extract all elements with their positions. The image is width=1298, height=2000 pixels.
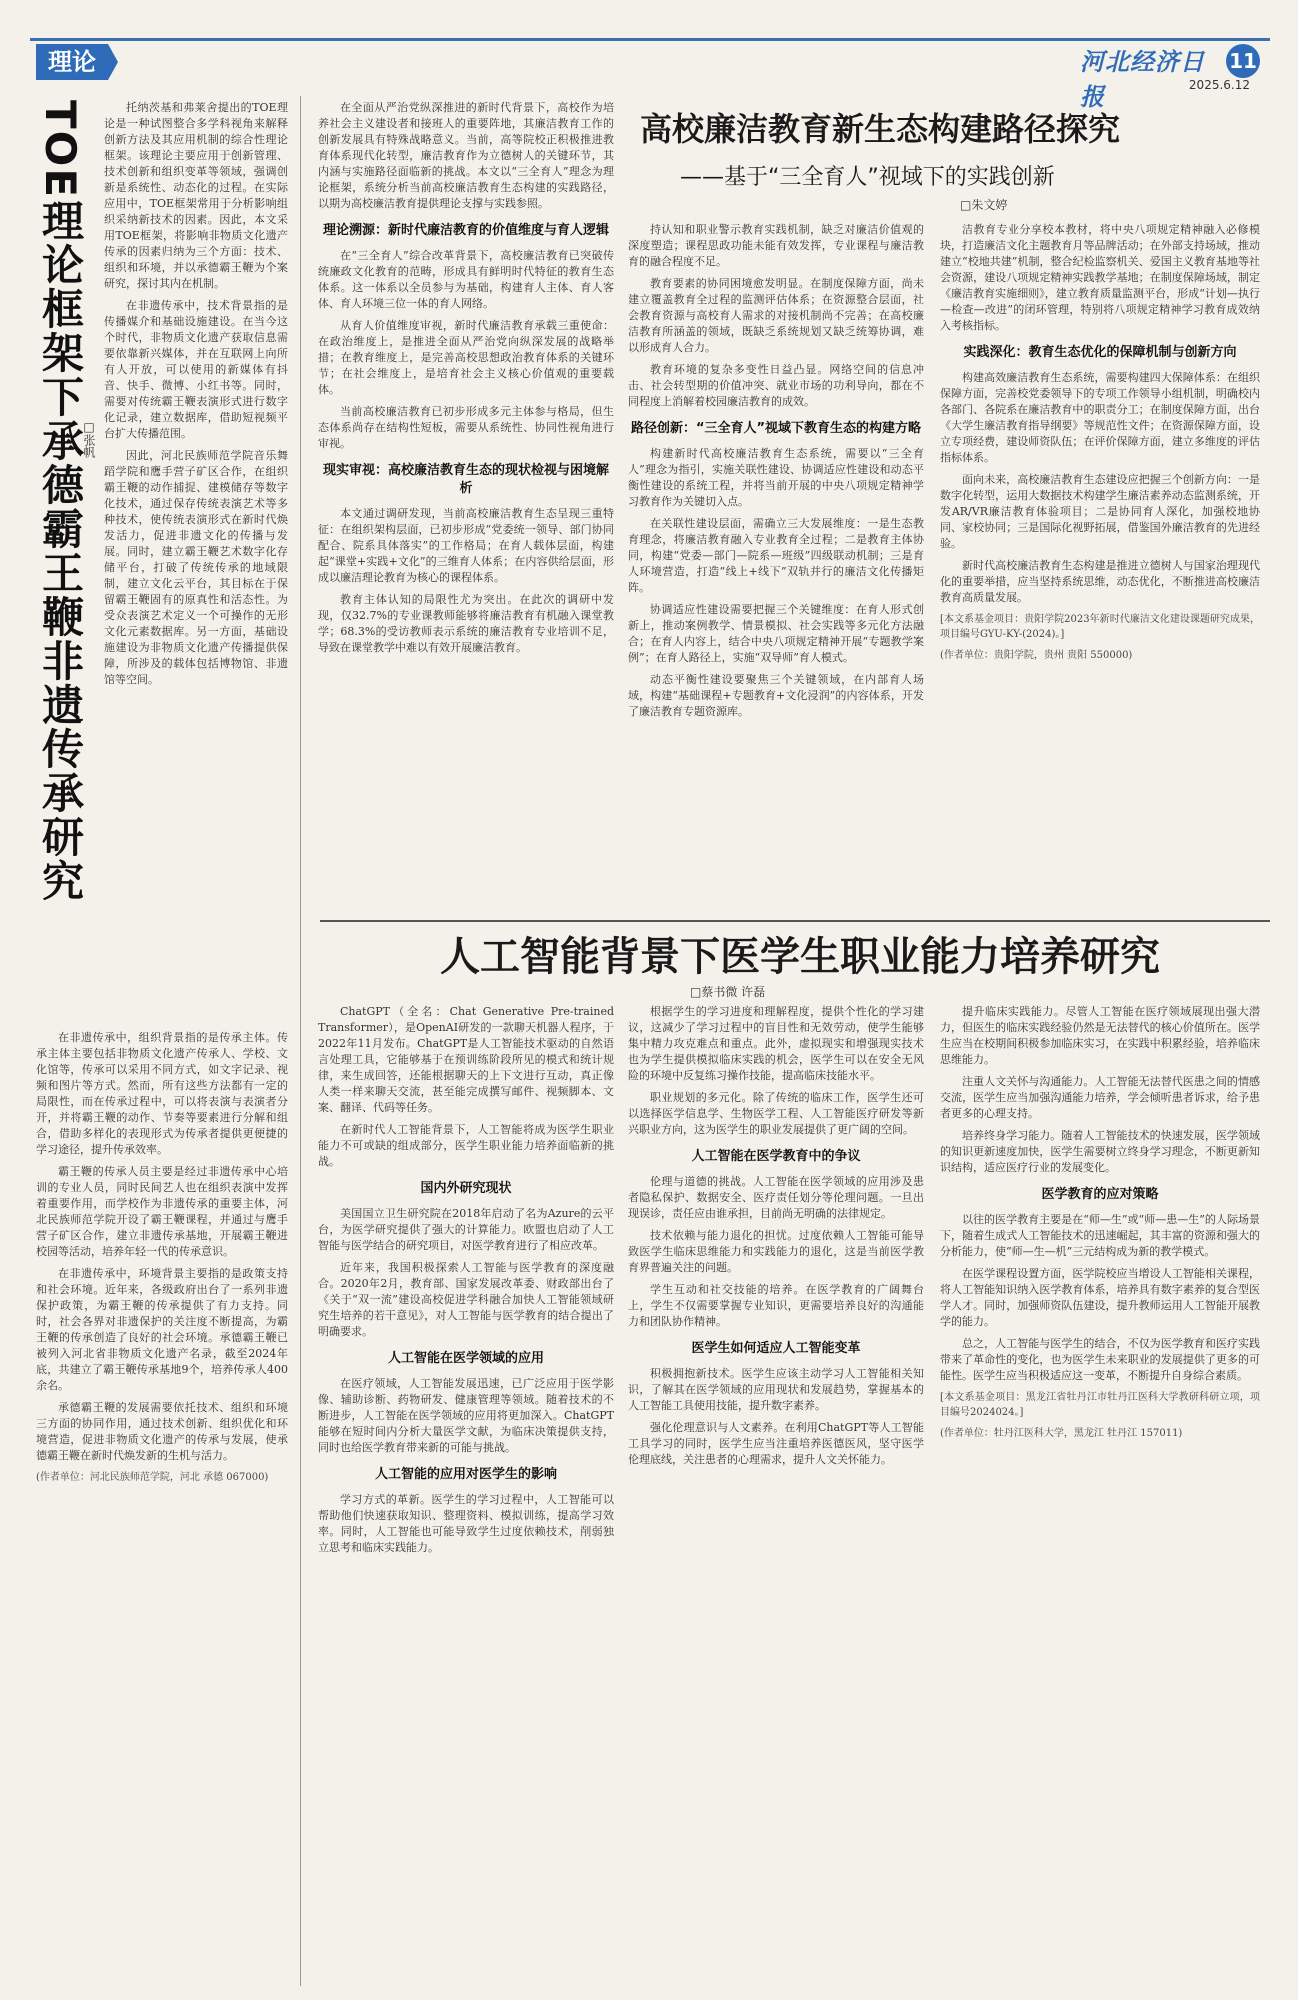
paragraph: 在关联性建设层面，需确立三大发展维度：一是生态教育理念，将廉洁教育融入专业教育全过程；二是教育主体协同，构建“党委—部门—院系—班级”四级联动机制；三是育人环境营造，打造“线上+线下”双轨并行的廉洁文化传播矩阵。 [628,517,924,594]
article3-column-3 [940,1004,1260,1988]
paragraph: 托纳茨基和弗莱舍提出的TOE理论是一种试图整合多学科视角来解释创新方法及其应用机制的综合性理论框架。该理论主要应用于创新管理、技术创新和组织变革等领域，强调创新是系统性、动态化的过程。在实际应用中，TOE框架常用于分析影响组织采纳新技术的因素。因此，本文采用TOE框架，将影响非物质文化遗产传承的因素归纳为三个方面：技术、组织和环境，并以承德霸王鞭为个案研究，探讨其内在机制。 [104,101,288,290]
section-heading: 实践深化：教育生态优化的保障机制与创新方向 [963,345,1237,360]
section-heading: 路径创新：“三全育人”视域下教育生态的构建方略 [630,421,922,436]
article-divider [320,920,1270,922]
paragraph: 新时代高校廉洁教育生态构建是推进立德树人与国家治理现代化的重要举措，应当坚持系统思维，动态优化，不断推进高校廉洁教育高质量发展。 [940,559,1260,604]
paragraph: 当前高校廉洁教育已初步形成多元主体参与格局，但生态体系尚存在结构性短板，需要从系统性、协同性视角进行审视。 [318,405,614,450]
paragraph: 在“三全育人”综合改革背景下，高校廉洁教育已突破传统廉政文化教育的范畴，形成具有鲜明时代特征的教育生态体系。这一体系以全员参与为基础，构建育人主体、育人客体、育人环境三位一体的育人网络。 [318,249,614,310]
article2-column-1 [318,100,614,910]
paragraph: 教育环境的复杂多变性日益凸显。网络空间的信息冲击、社会转型期的价值冲突、就业市场的功利导向，都在不同程度上消解着校园廉洁教育的成效。 [628,363,924,408]
article2-column-2 [628,222,924,912]
article2-column-3 [940,222,1260,912]
article3-author: □蔡书微 许磊 [690,985,766,999]
section-heading: 人工智能在医学教育中的争议 [691,1149,861,1164]
paragraph: 总之，人工智能与医学生的结合，不仅为医学教育和医疗实践带来了革命性的变化，也为医学生未来职业的发展提供了更多的可能性。医学生应当积极适应这一变革，不断提升自身综合素质。 [940,1337,1260,1382]
section-tag: 理论 [36,44,108,80]
paragraph: 注重人文关怀与沟通能力。人工智能无法替代医患之间的情感交流，医学生应当加强沟通能力培养，学会倾听患者诉求，给予患者更多的心理支持。 [940,1075,1260,1120]
paragraph: 近年来，我国积极探索人工智能与医学教育的深度融合。2020年2月，教育部、国家发展改革委、财政部出台了《关于“双一流”建设高校促进学科融合加快人工智能领域研究生培养的若干意见》，对人工智能与医学教育的结合提出了明确要求。 [318,1261,614,1338]
paragraph: 协调适应性建设需要把握三个关键维度：在育人形式创新上，推动案例教学、情景模拟、社会实践等多元化方法融合；在育人内容上，结合中央八项规定精神开展“专题教学案例”；在育人路径上，实施“双导师”育人模式。 [628,603,924,664]
paragraph: 霸王鞭的传承人员主要是经过非遗传承中心培训的专业人员，同时民间艺人也在组织表演中发挥着重要作用，而学校作为非遗传承的重要主体，河北民族师范学院开设了霸王鞭课程，并通过与鹰手营子矿区合作，建立非遗传承基地，开展霸王鞭进校园等活动，培养年轻一代的传承意识。 [36,1165,288,1258]
section-heading: 医学生如何适应人工智能变革 [691,1341,861,1356]
article1-column-2 [36,1030,288,1990]
paragraph: 强化伦理意识与人文素养。在利用ChatGPT等人工智能工具学习的同时，医学生应当注重培养医德医风，坚守医学伦理底线，关注患者的心理需求，提升人文关怀能力。 [628,1421,924,1466]
paragraph: 面向未来，高校廉洁教育生态建设应把握三个创新方向：一是数字化转型，运用大数据技术构建学生廉洁素养动态监测系统，开发AR/VR廉洁教育体验项目；二是协同育人深化，加强校地协同、家校协同；三是国际化视野拓展，借鉴国外廉洁教育的先进经验。 [940,473,1260,550]
paragraph: 因此，河北民族师范学院音乐舞蹈学院和鹰手营子矿区合作，在组织霸王鞭的动作捕捉、建模储存等数字化技术，通过保存传统表演艺术等多种技术，使传统表演形式在新时代焕发活力，促进非遗文化的传播与发展。同时，建立霸王鞭艺术数字化存储平台，打破了传统传承的地域限制，建立文化云平台，其目标在于保留霸王鞭固有的原真性和活态性。为受众表演艺术定义一个可操作的无形文化元素数据库。另一方面，基础设施建设为非物质文化遗产传播提供保障，所涉及的载体包括博物馆、非遗馆等空间。 [104,449,288,686]
author-affiliation: (作者单位：河北民族师范学院，河北 承德 067000) [36,1472,269,1483]
article2-subtitle: ——基于“三全育人”视域下的实践创新 [680,165,1055,190]
paragraph: 伦理与道德的挑战。人工智能在医学领域的应用涉及患者隐私保护、数据安全、医疗责任划分等伦理问题。一旦出现误诊，责任应由谁承担，目前尚无明确的法律规定。 [628,1175,924,1220]
paragraph: 本文通过调研发现，当前高校廉洁教育生态呈现三重特征：在组织架构层面，已初步形成“党委统一领导、部门协同配合、院系具体落实”的工作格局；在育人载体层面，构建起“课堂+实践+文化”的三维育人体系；在内容供给层面，形成以廉洁理论教育为核心的课程体系。 [318,507,614,584]
issue-date: 2025.6.12 [1188,78,1250,92]
article1-column-1 [104,100,288,1020]
section-heading: 医学教育的应对策略 [1041,1187,1159,1202]
paragraph: 在医学课程设置方面，医学院校应当增设人工智能相关课程，将人工智能知识纳入医学教育体系，培养具有数字素养的复合型医学人才。同时，加强师资队伍建设，提升教师运用人工智能开展教学的能力。 [940,1267,1260,1328]
section-heading: 国内外研究现状 [420,1181,512,1196]
section-heading: 人工智能在医学领域的应用 [387,1351,544,1366]
paragraph: ChatGPT（全名：Chat Generative Pre-trained Transformer），是OpenAI研发的一款聊天机器人程序，于2022年11月发布。ChatGPT是人工智能技术驱动的自然语言处理工具，它能够基于在预训练阶段所见的模式和统计规律，来生成回答，还能根据聊天的上下文进行互动，真正像人类一样来聊天交流，甚至能完成撰写邮件、视频脚本、文案、翻译、代码等任务。 [318,1005,614,1114]
section-heading: 理论溯源：新时代廉洁教育的价值维度与育人逻辑 [322,223,609,238]
paragraph: 持认知和职业警示教育实践机制，缺乏对廉洁价值观的深度塑造；课程思政功能未能有效发挥，专业课程与廉洁教育的融合程度不足。 [628,223,924,268]
paragraph: 教育主体认知的局限性尤为突出。在此次的调研中发现，仅32.7%的专业课教师能够将廉洁教育有机融入课堂教学；68.3%的受访教师表示系统的廉洁教育专业培训不足，导致在课堂教学中难以有效开展廉洁教育。 [318,593,614,654]
masthead: 河北经济日报 [1080,47,1205,111]
article3-column-2 [628,1004,924,1988]
article3-column-1 [318,1004,614,1988]
section-heading: 人工智能的应用对医学生的影响 [374,1467,557,1482]
paragraph: 动态平衡性建设要聚焦三个关键领域，在内部育人场域，构建“基础课程+专题教育+文化浸润”的内容体系，开发了廉洁教育专题资源库。 [628,673,924,718]
paragraph: 在非遗传承中，环境背景主要指的是政策支持和社会环境。近年来，各级政府出台了一系列非遗保护政策，为霸王鞭的传承提供了有力支持。同时，社会各界对非遗保护的关注度不断提高，为霸王鞭的传承创造了良好的社会环境。承德霸王鞭已被列入河北省非物质文化遗产名录，截至2024年底，共建立了霸王鞭传承基地9个，培养传承人400余名。 [36,1267,288,1392]
author-affiliation: (作者单位：牡丹江医科大学，黑龙江 牡丹江 157011) [940,1428,1183,1439]
funding-note: [本文系基金项目：贵阳学院2023年新时代廉洁文化建设课题研究成果，项目编号GYU-KY-(2024)。] [940,614,1260,640]
paragraph: 构建新时代高校廉洁教育生态系统，需要以“三全育人”理念为指引，实施关联性建设、协调适应性建设和动态平衡性建设的系统工程，并将当前开展的中央八项规定精神学习教育作为关键切入点。 [628,447,924,508]
article1-title: TOE理论框架下承德霸王鞭非遗传承研究 [36,100,85,904]
article3-title: 人工智能背景下医学生职业能力培养研究 [440,934,1160,980]
paragraph: 在全面从严治党纵深推进的新时代背景下，高校作为培养社会主义建设者和接班人的重要阵地，其廉洁教育工作的创新发展具有特殊战略意义。当前，高等院校正积极推进教育体系现代化转型，廉洁教育作为立德树人的关键环节，其内涵与实施路径面临新的挑战。本文以“三全育人”理念为理论框架，系统分析当前高校廉洁教育生态构建的实践路径，以期为高校廉洁教育提供理论支撑与实践参照。 [318,101,614,210]
article2-author: □朱文婷 [960,198,1008,212]
paragraph: 在非遗传承中，技术背景指的是传播媒介和基础设施建设。在当今这个时代，非物质文化遗产获取信息需要依靠新兴媒体，并在互联网上向所有人开放，可以使用的新媒体有抖音、快手、微博、小红书等。同时，需要对传统霸王鞭表演形式进行数字化记录，建立数据库，借助短视频平台扩大传播范围。 [104,299,288,440]
article2-title: 高校廉洁教育新生态构建路径探究 [640,110,1121,148]
paragraph: 教育要素的协同困境愈发明显。在制度保障方面，尚未建立覆盖教育全过程的监测评估体系；在资源整合层面，社会教育资源与高校育人需求的对接机制尚不完善；在高校廉洁教育所涵盖的领域，既缺乏系统规划又缺乏统筹协调，难以形成育人合力。 [628,277,924,354]
paragraph: 学习方式的革新。医学生的学习过程中，人工智能可以帮助他们快速获取知识、整理资料、模拟训练，提高学习效率。同时，人工智能也可能导致学生过度依赖技术，削弱独立思考和临床实践能力。 [318,1493,614,1554]
section-heading: 现实审视：高校廉洁教育生态的现状检视与困境解析 [322,463,609,496]
author-affiliation: (作者单位：贵阳学院，贵州 贵阳 550000) [940,650,1133,661]
paragraph: 从育人价值维度审视，新时代廉洁教育承载三重使命：在政治维度上，是推进全面从严治党向纵深发展的战略举措；在教育维度上，是完善高校思想政治教育体系的关键环节；在社会维度上，是培育社会主义核心价值观的重要载体。 [318,319,614,396]
header-rule [30,38,1270,41]
paragraph: 在新时代人工智能背景下，人工智能将成为医学生职业能力不可或缺的组成部分，医学生职业能力培养面临新的挑战。 [318,1123,614,1168]
paragraph: 根据学生的学习进度和理解程度，提供个性化的学习建议，这减少了学习过程中的盲目性和无效劳动，使学生能够集中精力攻克难点和重点。此外，虚拟现实和增强现实技术也为学生提供模拟临床实践的机会，医学生可以在安全无风险的环境中反复练习操作技能，提高临床技能水平。 [628,1005,924,1082]
page-number: 11 [1226,44,1260,78]
paragraph: 积极拥抱新技术。医学生应该主动学习人工智能相关知识，了解其在医学领域的应用现状和发展趋势，掌握基本的人工智能工具使用技能，提升数字素养。 [628,1367,924,1412]
paragraph: 提升临床实践能力。尽管人工智能在医疗领域展现出强大潜力，但医生的临床实践经验仍然是无法替代的核心价值所在。医学生应当在校期间积极参加临床实习，在实践中积累经验，培养临床思维能力。 [940,1005,1260,1066]
paragraph: 培养终身学习能力。随着人工智能技术的快速发展，医学领域的知识更新速度加快，医学生需要树立终身学习理念，不断更新知识结构，适应医疗行业的发展变化。 [940,1129,1260,1174]
column-divider [300,96,301,1986]
paragraph: 美国国立卫生研究院在2018年启动了名为Azure的云平台，为医学研究提供了强大的计算能力。欧盟也启动了人工智能与医学结合的研究项目，对医学教育进行了相应改革。 [318,1207,614,1252]
paragraph: 以往的医学教育主要是在“师—生”或“师—患—生”的人际场景下，随着生成式人工智能技术的迅速崛起，其丰富的资源和强大的分析能力，使“师—生—机”三元结构成为新的教学模式。 [940,1213,1260,1258]
paragraph: 职业规划的多元化。除了传统的临床工作，医学生还可以选择医学信息学、生物医学工程、人工智能医疗研发等新兴职业方向，这为医学生的职业发展提供了更广阔的空间。 [628,1091,924,1136]
paragraph: 在非遗传承中，组织背景指的是传承主体。传承主体主要包括非物质文化遗产传承人、学校、文化馆等，传承可以采用不同方式，如文字记录、视频和图片等方式。然而，所有这些方法都有一定的局限性，而在传承过程中，可以将表演与表演者分开，并将霸王鞭的动作、节奏等要素进行分解和组合，借助多样化的表现形式为传承者提供更便捷的学习途径，提升传承效率。 [36,1031,288,1156]
funding-note: [本文系基金项目：黑龙江省牡丹江市牡丹江医科大学教研科研立项，项目编号2024024。] [940,1392,1260,1418]
article1-author: □张帆 [82,420,96,458]
paragraph: 洁教育专业分享校本教材，将中央八项规定精神融入必修模块，打造廉洁文化主题教育月等品牌活动；在外部支持场域，推动建立“校地共建”机制，整合纪检监察机关、爱国主义教育基地等社会资源，建设八项规定精神实践教学基地；在制度保障场域，制定《廉洁教育实施细则》，建立教育质量监测平台，形成“计划—执行—检查—改进”的闭环管理，特别将八项规定精神学习教育成效纳入考核指标。 [940,223,1260,332]
paragraph: 在医疗领域，人工智能发展迅速，已广泛应用于医学影像、辅助诊断、药物研发、健康管理等领域。随着技术的不断进步，人工智能在医学领域的应用将更加深入。ChatGPT能够在短时间内分析大量医学文献，为临床决策提供支持，同时也给医学教育带来新的可能与挑战。 [318,1377,614,1454]
paragraph: 构建高效廉洁教育生态系统，需要构建四大保障体系：在组织保障方面，完善校党委领导下的专项工作领导小组机制，明确校内各部门、各院系在廉洁教育中的职责分工；在制度保障方面，出台《大学生廉洁教育指导纲要》等规范性文件；在资源保障方面，设立专项经费，建设师资队伍；在评价保障方面，建立多维度的评估指标体系。 [940,371,1260,464]
paragraph: 技术依赖与能力退化的担忧。过度依赖人工智能可能导致医学生临床思维能力和实践能力的退化，这是当前医学教育界普遍关注的问题。 [628,1229,924,1274]
paragraph: 学生互动和社交技能的培养。在医学教育的广阔舞台上，学生不仅需要掌握专业知识，更需要培养良好的沟通能力和团队协作精神。 [628,1283,924,1328]
paragraph: 承德霸王鞭的发展需要依托技术、组织和环境三方面的协同作用，通过技术创新、组织优化和环境营造，促进非物质文化遗产的传承与发展，使承德霸王鞭在新时代焕发新的生机与活力。 [36,1401,288,1462]
